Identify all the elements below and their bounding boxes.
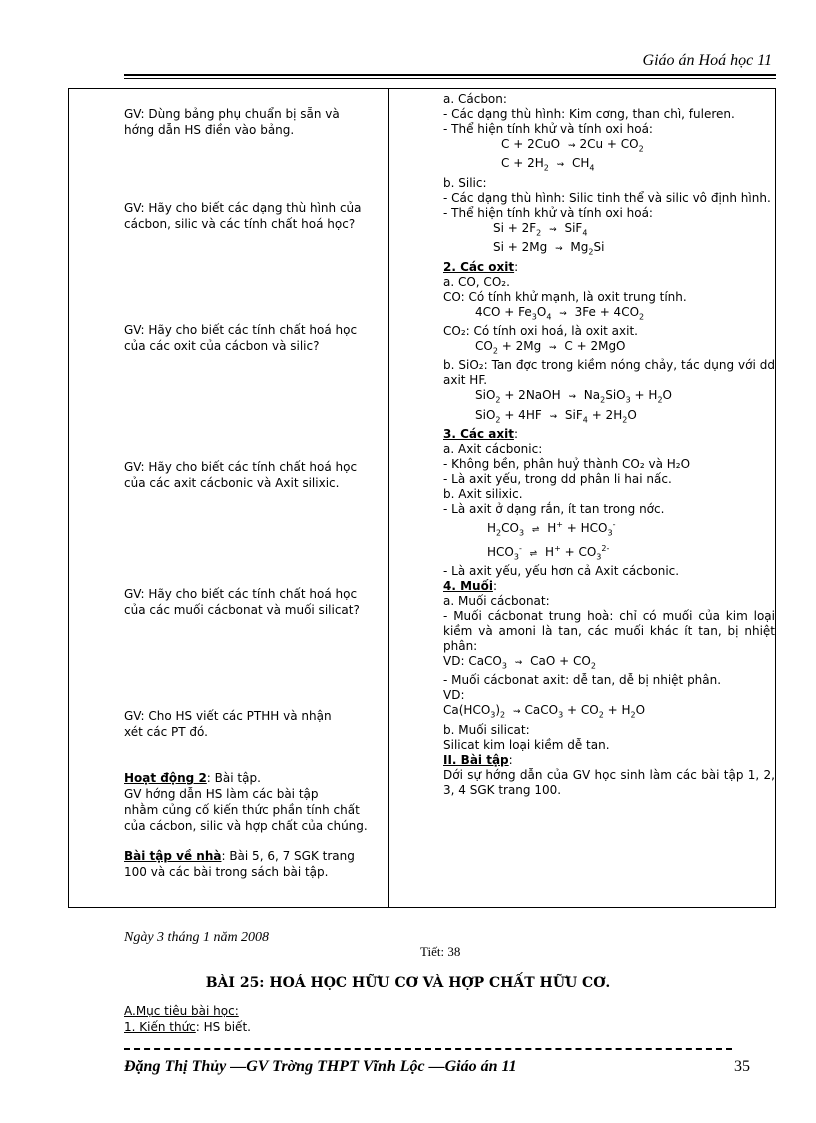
teacher-note-6: GV: Cho HS viết các PTHH và nhận xét các PT đó. [124, 709, 332, 739]
equation: SiO$_2$ + 4HF ⇝ $SiF_4 + 2H_2O$ [475, 407, 637, 425]
equation: $CO_2 + 2Mg$ ⇝ C + 2MgO [475, 338, 626, 356]
teacher-note-2: GV: Hãy cho biết các dạng thù hình của cácbon, silic và các tính chất hoá học? [124, 201, 362, 231]
equation: C + 2CuO ⇝ $2Cu + CO_2$ [501, 137, 644, 154]
objectives: A.Mục tiêu bài học: 1. Kiến thức: HS biết. [124, 1004, 251, 1034]
footer-rule [124, 1048, 732, 1050]
equation: $Ca(HCO_3)_2$ ⇝ CaCO$_3$ + $CO_2 + H_2O$ [443, 703, 646, 720]
equation: SiO$_2$ + 2NaOH ⇝ $Na_2SiO_3 + H_2O$ [475, 388, 672, 405]
date-line: Ngày 3 tháng 1 năm 2008 [124, 930, 270, 945]
table-column-divider [388, 88, 389, 908]
teacher-note-5: GV: Hãy cho biết các tính chất hoá học của các muối cácbonat và muối silicat? [124, 587, 360, 617]
content-column: a. Cácbon: - Các dạng thù hình: Kim cơng, than chì, fuleren. - Thể hiện tính khử và tính oxi hoá: C + 2CuO ⇝ $2Cu + CO_2$ $C + 2H_2$ ⇝ $CH_4$ b. Silic: - Các dạng thù hình: Silic tinh thể và silic vô định hình. - Thể hiện tính khử và tính oxi hoá: $Si + 2F_2$ ⇝ SiF$_4$ Si + 2Mg ⇝ $Mg_2Si$ 2. Các oxit: a. CO, CO₂. CO: Có tính khử mạnh, là oxit trung tính. $4CO + Fe_3O_4$ ⇝ $3Fe + 4CO_2$ CO₂: Có tính oxi hoá, là oxit axit. $CO_2 + 2Mg$ ⇝ C + 2MgO b. SiO₂: Tan đợc trong kiềm nóng chảy, tác dụng với dd axit HF. SiO$_2$ + 2NaOH ⇝ $Na_2SiO_3 + H_2O$ SiO$_2$ + 4HF ⇝ $SiF_4 + 2H_2O$ 3. Các axit: a. Axit cácbonic: - Không bền, phân huỷ thành CO₂ và H₂O - Là axit yếu, trong dd phân li hai nấc. b. Axit silixic. - Là axit ở dạng rắn, ít tan trong nớc. $H_2CO_3$ ⇌ $H^+ + HCO_3^-$ $HCO_3^-$ ⇌ $H^+ + CO_3^{2-}$ - Là axit yếu, yếu hơn cả Axit cácbonic. 4. Muối: a. Muối cácbonat: - Muối cácbonat trung hoà: chỉ có muối của kim loại kiềm và amoni là tan, các muối khác ít tan, bị nhiệt phân: VD: CaCO$_3$ ⇝ CaO + $CO_2$ - Muối cácbonat axit: dễ tan, dễ bị nhiệt phân. VD: $Ca(HCO_3)_2$ ⇝ CaCO$_3$ + $CO_2 + H_2O$ b. Muối silicat: Silicat kim loại kiềm dễ tan. II. Bài tập: Dới sự hớng dẫn của GV học sinh làm các bài tập 1, 2, 3, 4 SGK trang 100. [443, 92, 775, 797]
header-title: Giáo án Hoá học 11 [642, 52, 772, 69]
page-number: 35 [734, 1058, 750, 1075]
lesson-number: Tiết: 38 [420, 944, 461, 959]
equation: $H_2CO_3$ ⇌ $H^+ + HCO_3^-$ [487, 520, 616, 538]
homework: Bài tập về nhà: Bài 5, 6, 7 SGK trang 100 và các bài trong sách bài tập. [124, 849, 355, 879]
footer-author: Đặng Thị Thủy —GV Trờng THPT Vĩnh Lộc —Giáo án 11 [124, 1058, 517, 1075]
equation: $C + 2H_2$ ⇝ $CH_4$ [501, 156, 595, 173]
teacher-note-3: GV: Hãy cho biết các tính chất hoá học của các oxit của cácbon và silic? [124, 323, 358, 353]
teacher-note-4: GV: Hãy cho biết các tính chất hoá học của các axit cácbonic và Axit silixic. [124, 460, 358, 490]
equation: Si + 2Mg ⇝ $Mg_2Si$ [493, 240, 605, 257]
header-rule-thin [124, 78, 776, 79]
equation: $4CO + Fe_3O_4$ ⇝ $3Fe + 4CO_2$ [475, 304, 645, 321]
lesson-title: BÀI 25: HOÁ HỌC HỮU CƠ VÀ HỢP CHẤT HỮU CƠ. [205, 975, 611, 991]
equation: $Si + 2F_2$ ⇝ SiF$_4$ [493, 220, 588, 238]
header-rule [124, 74, 776, 76]
equation: $HCO_3^-$ ⇌ $H^+ + CO_3^{2-}$ [487, 543, 610, 561]
equation: VD: CaCO$_3$ ⇝ CaO + $CO_2$ [443, 653, 596, 671]
activity-2: Hoạt động 2: Bài tập. GV hớng dẫn HS làm các bài tập nhằm củng cố kiến thức phần tính chất của cácbon, silic và hợp chất của chúng. [124, 771, 368, 833]
teacher-note-1: GV: Dùng bảng phụ chuẩn bị sẵn và hớng dẫn HS điền vào bảng. [124, 107, 340, 137]
